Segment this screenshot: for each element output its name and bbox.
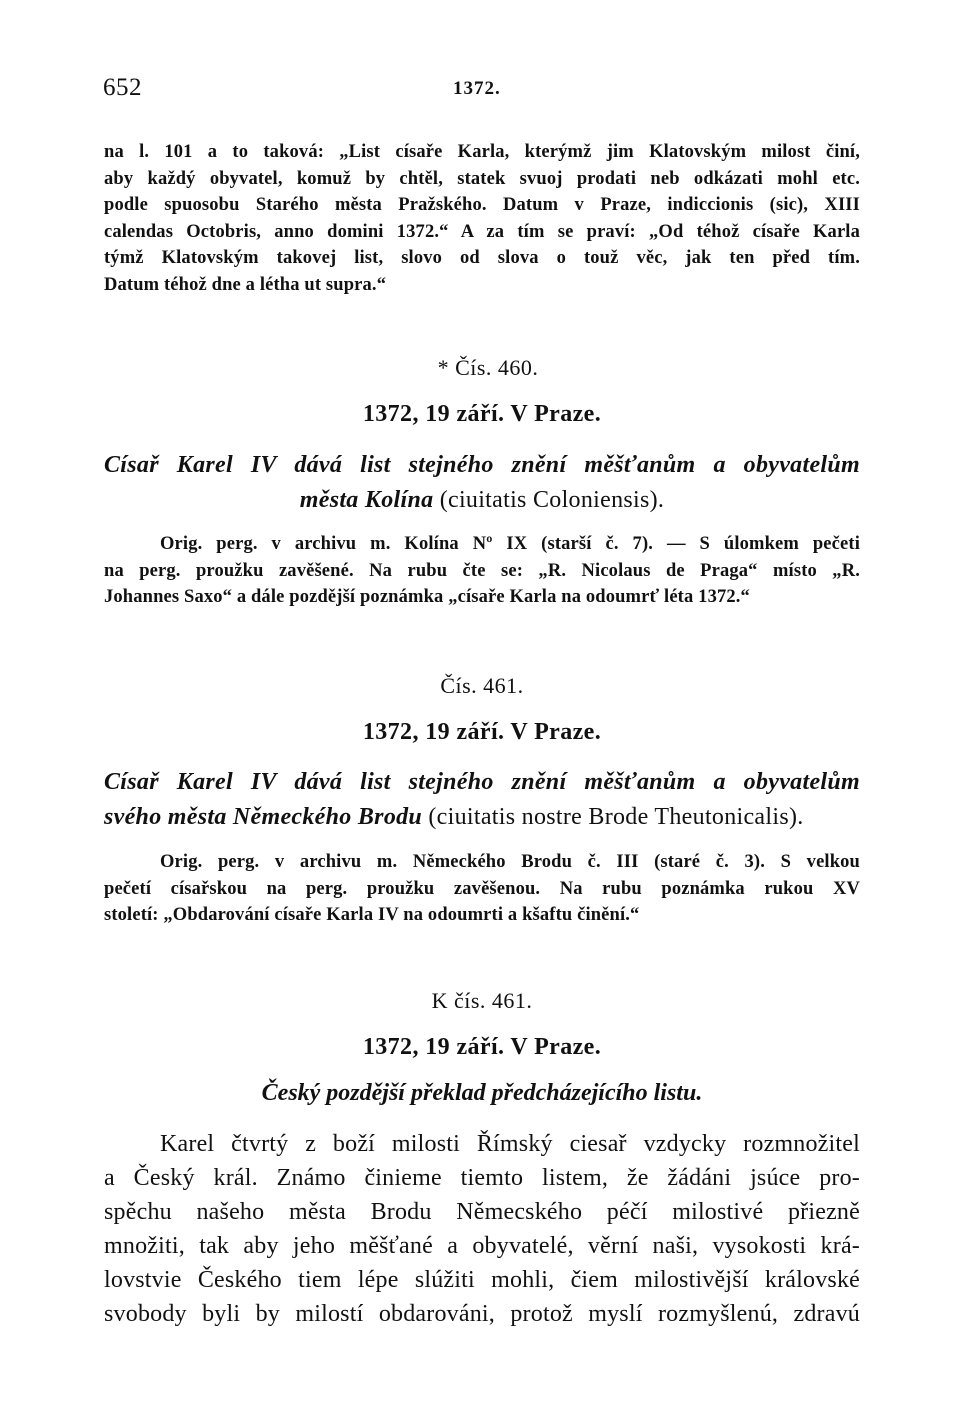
note-line: Orig. perg. v archivu m. Kolína Nº IX (starší č. 7). — S úlomkem pečeti: [160, 534, 860, 554]
entry-460-regest: [104, 448, 860, 518]
entry-k461-date: 1372, 19 září. V Praze.: [362, 1034, 602, 1060]
text-line: na l. 101 a to taková: „List císaře Karla, kterýmž jim Klatovským milost činí,: [104, 142, 860, 162]
regest-italic: města Kolína: [299, 487, 434, 513]
entry-k461-subtitle: Český pozdější překlad předcházejícího listu.: [261, 1080, 703, 1106]
body-line: Karel čtvrtý z boží milosti Římský ciesař vzdycky rozmnožitel: [160, 1131, 860, 1157]
entry-460-date: 1372, 19 září. V Praze.: [362, 401, 602, 427]
regest-line: Císař Karel IV dává list stejného znění měšťanům a obyvatelům: [104, 452, 860, 478]
regest-line: Císař Karel IV dává list stejného znění měšťanům a obyvatelům: [104, 769, 860, 795]
entry-460-number: * Čís. 460.: [437, 355, 539, 380]
regest-plain: (ciuitatis Coloniensis).: [433, 487, 665, 513]
body-line: lovstvie Českého tiem lépe slúžiti mohli, čiem milostivější královské: [104, 1267, 860, 1293]
continuation-paragraph: [104, 139, 860, 298]
entry-k461-number: K čís. 461.: [431, 988, 533, 1013]
note-line: pečetí císařskou na perg. proužku zavěšenou. Na rubu poznámka rukou XV: [104, 878, 860, 899]
page-number: 652: [103, 74, 142, 101]
body-line: svobody byli by milostí obdarováni, protož myslí rozmyšlenú, zdravú: [104, 1301, 860, 1327]
body-line: spěchu našeho města Brodu Němecského péčí milostivé přiezně: [104, 1199, 860, 1225]
regest-italic: svého města Německého Brodu: [104, 804, 423, 830]
regest-plain: (ciuitatis nostre Brode Theutonicalis).: [422, 804, 804, 830]
body-line: množiti, tak aby jeho měšťané a obyvatelé, věrní naši, vysokosti krá-: [104, 1233, 860, 1259]
note-line: Johannes Saxo“ a dále pozdější poznámka „císaře Karla na odoumrť léta 1372.“: [104, 587, 750, 607]
text-line: Datum téhož dne a létha ut supra.“: [104, 274, 387, 295]
text-line: calendas Octobris, anno domini 1372.“ A za tím se praví: „Od téhož císaře Karla: [104, 221, 860, 242]
running-head-year: 1372.: [453, 78, 501, 99]
text-line: podle spuosobu Starého města Pražského. Datum v Praze, indiccionis (sic), XIII: [104, 195, 860, 215]
entry-461-number: Čís. 461.: [440, 673, 524, 698]
entry-461-regest: [104, 765, 860, 835]
note-line: na perg. proužku zavěšené. Na rubu čte se: „R. Nicolaus de Praga“ místo „R.: [104, 560, 860, 581]
text-line: týmž Klatovským takovej list, slovo od slova o touž věc, jak ten před tím.: [104, 248, 860, 268]
translation-body: [104, 1127, 860, 1331]
note-line: století: „Obdarování císaře Karla IV na odoumrti a kšaftu činění.“: [104, 905, 640, 925]
body-line: a Český král. Známo činieme tiemto listem, že žádáni jsúce pro-: [104, 1165, 860, 1191]
regest-line: [104, 800, 860, 835]
regest-line: [104, 483, 860, 518]
entry-461-note: [104, 849, 860, 929]
entry-460-note: [104, 531, 860, 611]
note-line: Orig. perg. v archivu m. Německého Brodu č. III (staré č. 3). S velkou: [160, 852, 860, 872]
entry-461-date: 1372, 19 září. V Praze.: [362, 719, 602, 745]
text-line: aby každý obyvatel, komuž by chtěl, statek svuoj prodati neb odkázati mohl etc.: [104, 168, 860, 189]
